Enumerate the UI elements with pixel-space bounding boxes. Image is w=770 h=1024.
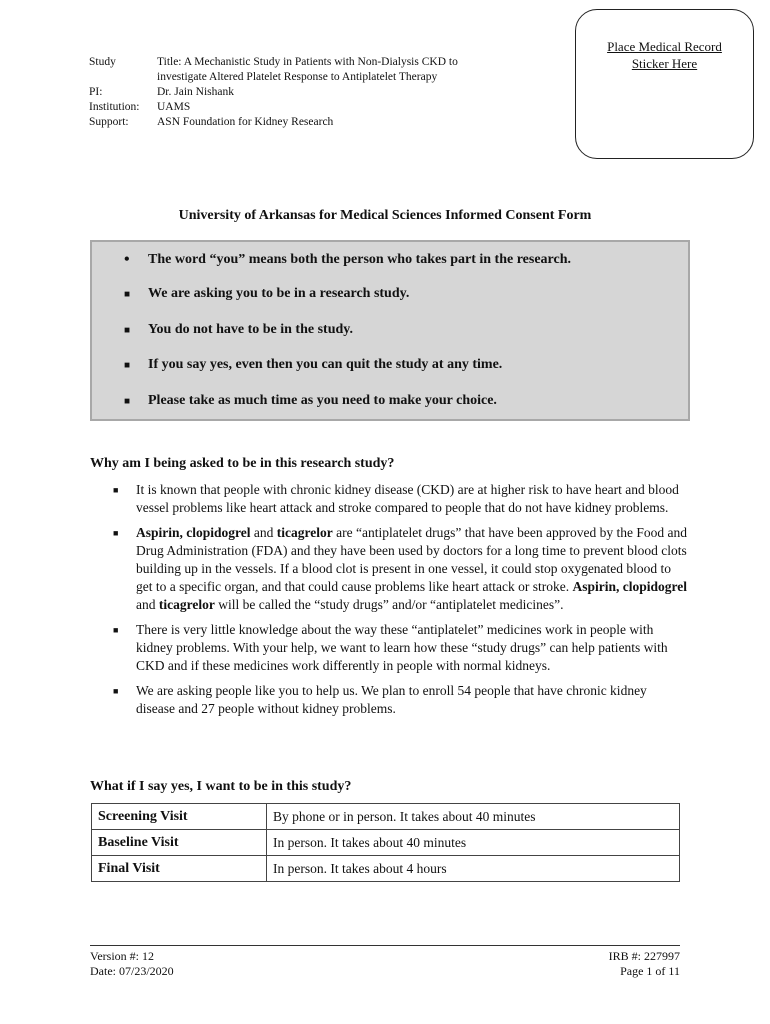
sticker-label-line-1: Place Medical Record [607,39,722,54]
list-item-text: We are asking people like you to help us. We plan to enroll 54 people that have chronic kidney disease and 27 people without kidney problems. [136,683,647,716]
drug-separator: , [179,525,187,540]
drug-separator: , [616,579,623,594]
list-item-text [136,524,688,614]
list-item [113,682,688,718]
version-number: Version #: 12 [90,949,154,963]
square-bullet-icon: ■ [124,359,131,371]
table-row [92,830,680,856]
square-bullet-icon: ■ [113,625,119,635]
key-point-text: If you say yes, even then you can quit the study at any time. [148,357,503,372]
list-item [113,524,688,614]
table-row [92,804,680,830]
list-item-text: It is known that people with chronic kidney disease (CKD) are at higher risk to have heart and blood vessel problems like heart attack and stroke compared to people that do not have kidney problems. [136,482,679,515]
sticker-label-line-2: Sticker Here [631,56,698,71]
study-info-header [89,55,517,130]
why-heading: Why am I being asked to be in this research study? [90,456,395,471]
support-row [89,115,517,130]
institution-row [89,100,517,115]
study-title-value [157,55,517,85]
study-title-line-1: Title: A Mechanistic Study in Patients with Non-Dialysis CKD to [157,56,458,68]
key-point [124,393,497,409]
drug-name: ticagrelor [158,597,215,612]
medical-record-sticker-box [575,9,754,159]
pi-row [89,85,517,100]
study-title-line-2: investigate Altered Platelet Response to Antiplatelet Therapy [157,71,438,83]
drug-separator: and [136,597,159,612]
visit-name: Screening Visit [92,804,267,830]
drug-name: Aspirin [136,525,180,540]
key-point [124,286,409,302]
drug-name: clopidogrel [186,525,251,540]
footer-irb-block [609,949,680,979]
footer-version-block [90,949,174,979]
visit-description: By phone or in person. It takes about 40 minutes [267,804,680,830]
visit-table [91,803,680,882]
visit-name: Final Visit [92,856,267,882]
sticker-label [588,38,741,72]
square-bullet-icon: ■ [113,686,119,696]
pi-label: PI: [89,86,103,98]
drug-description: are “antiplatelet drugs” that have been approved by the Food and Drug Administration (FDA) and they have been used by doctors for a long time to prevent blood clots building up in the vessels. If a blood clot is present in one vessel, it could stop oxygenated blood to get to a specific organ, and that could cause problems like heart attack or stroke. [136,525,688,594]
square-bullet-icon: ■ [124,395,131,407]
drug-description: will be called the “study drugs” and/or “antiplatelet medicines”. [214,597,564,612]
round-bullet-icon: • [124,251,130,268]
study-title-row [89,55,517,85]
footer-divider [90,945,680,946]
drug-separator: and [250,525,277,540]
list-item [113,481,688,517]
square-bullet-icon: ■ [124,288,131,300]
drug-name: Aspirin [572,579,616,594]
key-point-text: You do not have to be in the study. [148,322,353,337]
drug-name: clopidogrel [622,579,688,594]
list-item [113,621,688,675]
table-row [92,856,680,882]
support-value: ASN Foundation for Kidney Research [157,116,334,128]
list-item-text: There is very little knowledge about the way these “antiplatelet” medicines work in people with kidney problems. With your help, we want to learn how these “study drugs” can help patients with CKD and if these medicines work differently in people with normal kidneys. [136,622,668,673]
what-if-yes-heading: What if I say yes, I want to be in this study? [90,779,352,794]
square-bullet-icon: ■ [113,528,119,538]
visit-description: In person. It takes about 4 hours [267,856,680,882]
study-label: Study [89,56,116,68]
visit-description: In person. It takes about 40 minutes [267,830,680,856]
key-point-text: Please take as much time as you need to make your choice. [148,393,497,408]
form-title: University of Arkansas for Medical Sciences Informed Consent Form [178,208,592,223]
institution-value: UAMS [157,101,191,113]
irb-number: IRB #: 227997 [608,949,680,963]
square-bullet-icon: ■ [113,485,119,495]
key-point-text: The word “you” means both the person who takes part in the research. [148,252,571,267]
pi-value: Dr. Jain Nishank [157,86,234,98]
square-bullet-icon: ■ [124,324,131,336]
institution-label: Institution: [89,101,140,113]
drug-name: ticagrelor [276,525,333,540]
visit-name: Baseline Visit [92,830,267,856]
key-point [124,322,353,338]
key-point [124,251,571,269]
key-point-text: We are asking you to be in a research study. [148,286,410,301]
page-number: Page 1 of 11 [620,964,680,978]
why-bullet-list [113,481,688,725]
version-date: Date: 07/23/2020 [90,964,174,978]
support-label: Support: [89,116,129,128]
key-point [124,357,502,373]
key-points-box [90,240,690,421]
